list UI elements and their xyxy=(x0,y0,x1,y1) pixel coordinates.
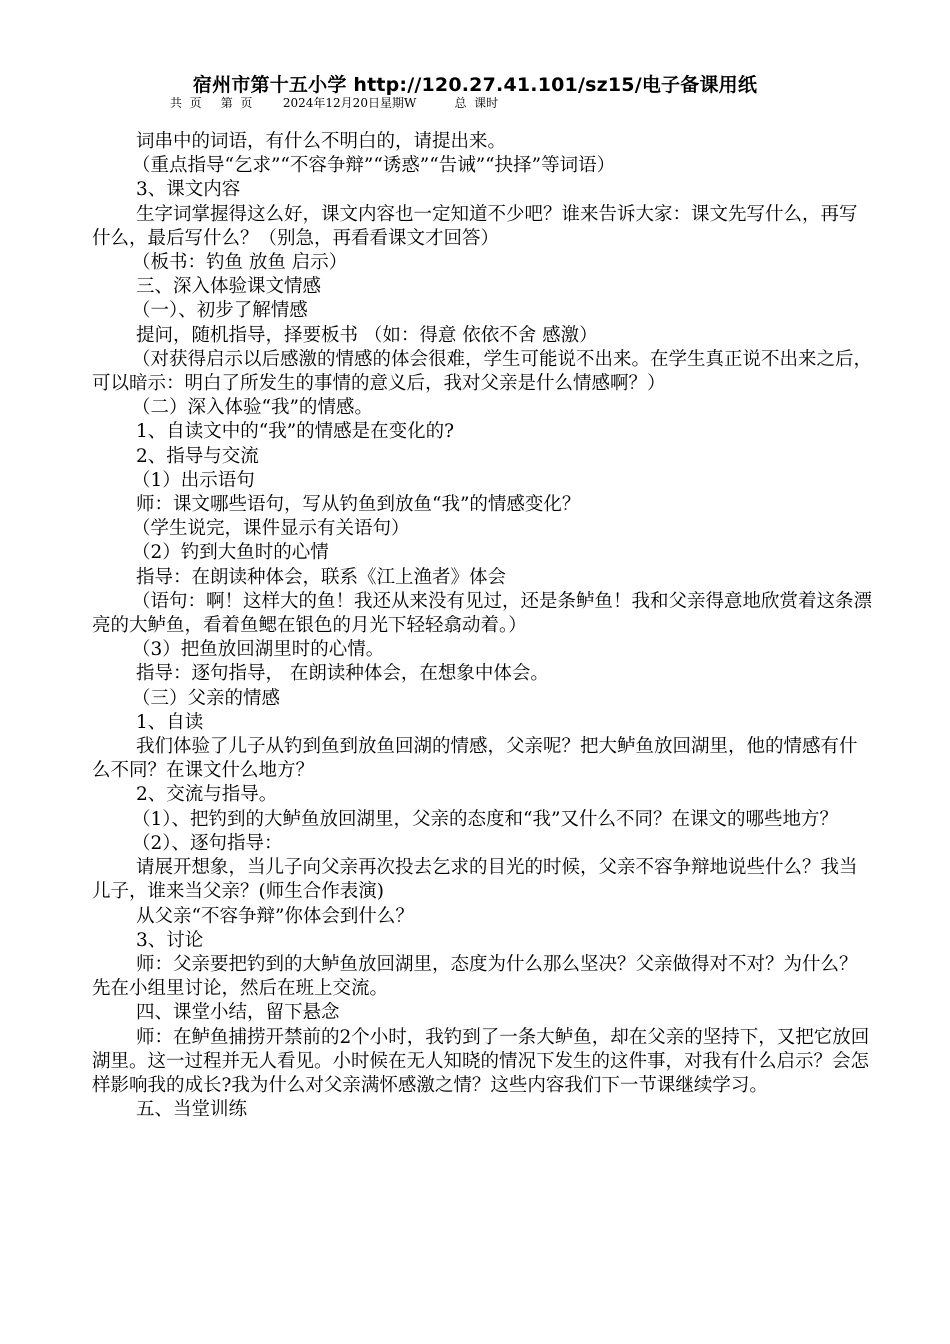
section-heading: 1、自读 xyxy=(136,711,204,733)
date: 2024年12月20日星期W xyxy=(282,96,417,110)
section-heading: 五、当堂训练 xyxy=(136,1099,248,1121)
paragraph: （重点指导“乞求”“不容争辩”“诱惑”“告诫”“抉择”等词语） xyxy=(132,155,616,177)
section-heading: 2、指导与交流 xyxy=(136,445,259,467)
paragraph: （1）、把钓到的大鲈鱼放回湖里，父亲的态度和“我”又什么不同？在课文的哪些地方？ xyxy=(132,808,838,830)
paragraph: 师：在鲈鱼捕捞开禁前的2个小时，我钓到了一条大鲈鱼，却在父亲的坚持下，又把它放回湖里。这一过程并无人看见。小时候在无人知晓的情况下发生的这件事，对我有什么启示？会怎样影响我的成长?我为什么对父亲满怀感激之情？这些内容我们下一节课继续学习。 xyxy=(92,1026,870,1096)
paragraph: 师：课文哪些语句，写从钓鱼到放鱼“我”的情感变化？ xyxy=(136,494,581,516)
section-heading: （二）深入体验“我”的情感。 xyxy=(132,397,373,419)
section-heading: （三）父亲的情感 xyxy=(132,687,281,709)
paragraph: （学生说完，课件显示有关语句） xyxy=(132,518,410,540)
paragraph: （语句：啊！这样大的鱼！我还从来没有见过，还是条鲈鱼！我和父亲得意地欣赏着这条漂亮的大鲈鱼，看着鱼鳃在银色的月光下轻轻翕动着。） xyxy=(92,590,873,637)
section-heading: 三、深入体验课文情感 xyxy=(136,276,322,298)
page-header-info xyxy=(170,94,498,111)
paragraph: 1、自读文中的“我”的情感是在变化的? xyxy=(136,421,455,443)
paragraph: 词串中的词语，有什么不明白的，请提出来。 xyxy=(136,131,507,152)
paragraph: （2）、逐句指导： xyxy=(132,832,283,854)
paragraph: （1）出示语句 xyxy=(132,469,255,491)
paragraph: 指导：逐句指导， 在朗读种体会，在想象中体会。 xyxy=(136,663,549,685)
section-heading: （一）、初步了解情感 xyxy=(132,300,308,322)
paragraph: 请展开想象，当儿子向父亲再次投去乞求的目光的时候，父亲不容争辩地说些什么？我当儿子，谁来当父亲？(师生合作表演) xyxy=(92,857,858,903)
paragraph: 指导：在朗读种体会，联系《江上渔者》体会 xyxy=(136,566,507,588)
paragraph: （板书：钓鱼 放鱼 启示） xyxy=(132,252,348,274)
paragraph: 生字词掌握得这么好，课文内容也一定知道不少吧？谁来告诉大家：课文先写什么，再写什么，最后写什么？（别急，再看看课文才回答） xyxy=(92,203,858,249)
paragraph: （对获得启示以后感激的情感的体会很难，学生可能说不出来。在学生真正说不出来之后，可以暗示：明白了所发生的事情的意义后，我对父亲是什么情感啊？） xyxy=(92,348,873,395)
page-number: 第 页 xyxy=(220,96,253,110)
section-heading: 2、交流与指导。 xyxy=(136,784,278,806)
section-heading: 四、课堂小结，留下悬念 xyxy=(136,1002,340,1024)
section-heading: 3、讨论 xyxy=(136,929,204,951)
paragraph: （3）把鱼放回湖里时的心情。 xyxy=(132,639,385,661)
paragraph: 师：父亲要把钓到的大鲈鱼放回湖里，态度为什么那么坚决？父亲做得对不对？为什么？先在小组里讨论，然后在班上交流。 xyxy=(92,953,858,1000)
total-hours: 总 课时 xyxy=(454,96,499,110)
paragraph: 我们体验了儿子从钓到鱼到放鱼回湖的情感，父亲呢？把大鲈鱼放回湖里，他的情感有什么不同？在课文什么地方？ xyxy=(92,736,858,782)
page-header-title: 宿州市第十五小学 http://120.27.41.101/sz15/电子备课用纸 xyxy=(192,74,758,96)
total-pages: 共 页 xyxy=(170,96,202,110)
section-heading: 3、课文内容 xyxy=(136,179,241,201)
lesson-body xyxy=(92,130,872,1122)
paragraph: （2）钓到大鱼时的心情 xyxy=(132,542,329,564)
paragraph: 提问，随机指导，择要板书 （如：得意 依依不舍 感激） xyxy=(136,324,598,346)
paragraph: 从父亲“不容争辩”你体会到什么？ xyxy=(136,905,414,927)
